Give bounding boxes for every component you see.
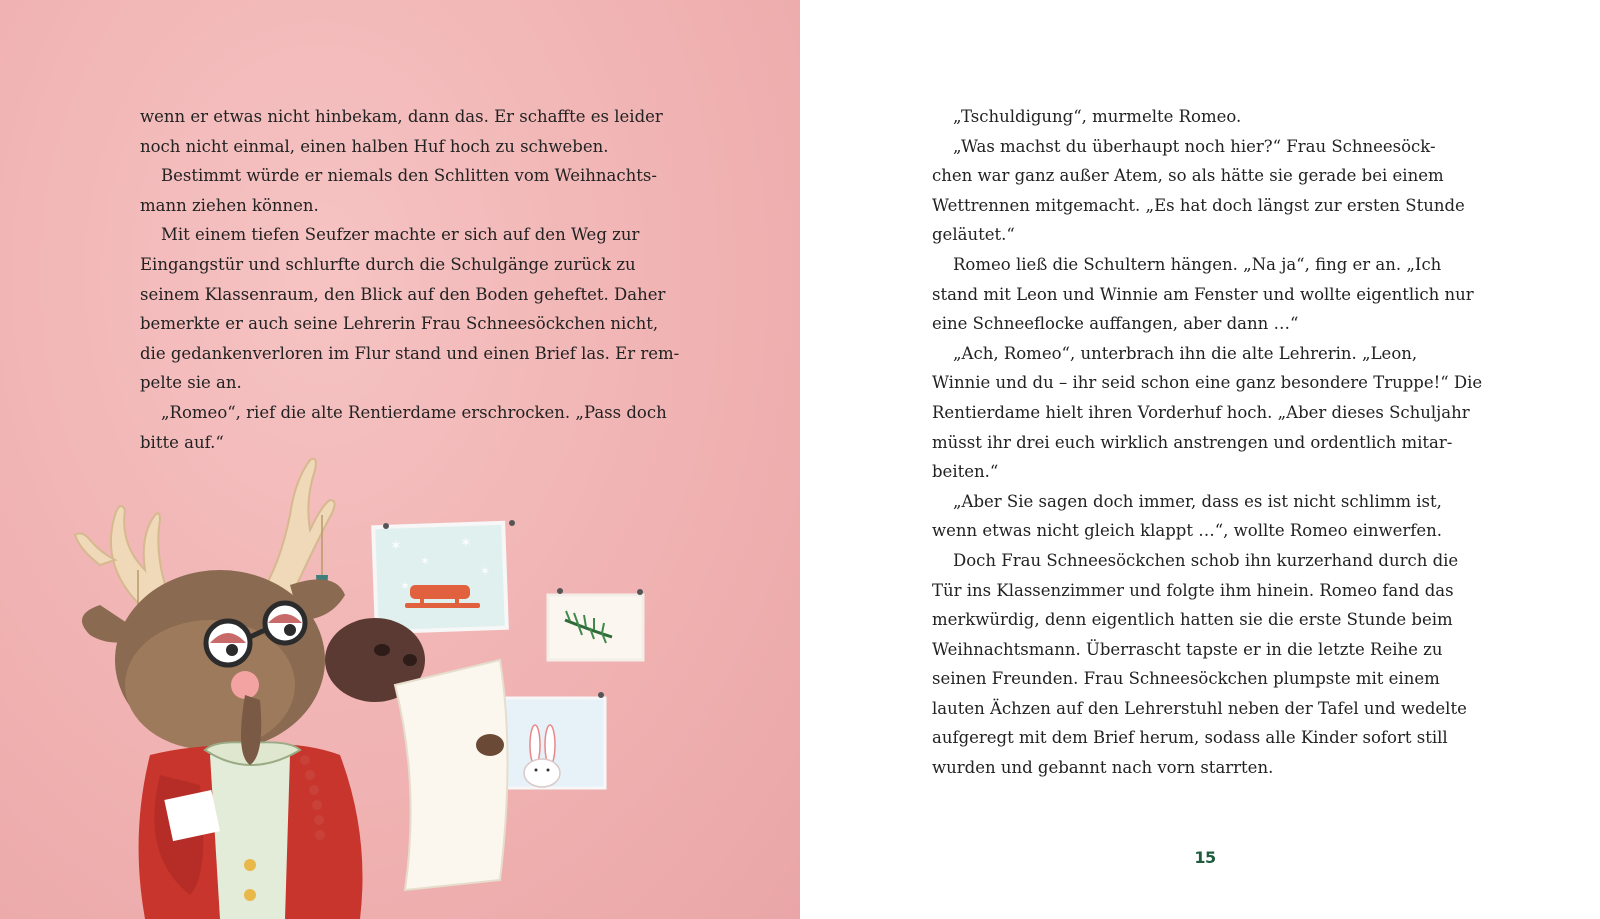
- bunny-picture: [500, 692, 605, 788]
- text-line: Mit einem tiefen Seufzer machte er sich auf den Weg zur: [161, 225, 640, 245]
- text-line: Romeo ließ die Schultern hängen. „Na ja“, fing er an. „Ich: [953, 254, 1442, 274]
- text-line: seinen Freunden. Frau Schneesöckchen plumpste mit einem: [932, 669, 1440, 689]
- text-line: Weihnachtsmann. Überrascht tapste er in die letzte Reihe zu: [932, 639, 1443, 659]
- text-line: „Ach, Romeo“, unterbrach ihn die alte Lehrerin. „Leon,: [953, 343, 1418, 363]
- text-line: Bestimmt würde er niemals den Schlitten vom Weihnachts-: [161, 166, 657, 186]
- text-line: Eingangstür und schlurfte durch die Schulgänge zurück zu: [140, 254, 636, 274]
- text-line: geläutet.“: [932, 225, 1015, 245]
- text-line: „Tschuldigung“, murmelte Romeo.: [953, 107, 1242, 126]
- text-line: Winnie und du – ihr seid schon eine ganz besondere Truppe!“ Die: [932, 373, 1483, 393]
- text-line: „Aber Sie sagen doch immer, dass es ist nicht schlimm ist,: [953, 491, 1442, 511]
- text-line: stand mit Leon und Winnie am Fenster und wollte eigentlich nur: [932, 284, 1474, 304]
- right-page-text: [932, 102, 1483, 783]
- text-line: pelte sie an.: [140, 373, 242, 393]
- text-line: „Romeo“, rief die alte Rentierdame erschrocken. „Pass doch: [161, 402, 667, 422]
- svg-text:✶: ✶: [400, 579, 411, 593]
- text-line: bitte auf.“: [140, 432, 224, 452]
- left-page-text: [140, 102, 680, 457]
- reindeer-teacher-illustration: [60, 455, 700, 919]
- text-line: wenn etwas nicht gleich klappt …“, wollte Romeo einwerfen.: [932, 521, 1443, 541]
- right-page: [800, 0, 1600, 919]
- text-line: müsst ihr drei euch wirklich anstrengen und ordentlich mitar-: [932, 432, 1453, 452]
- text-line: seinem Klassenraum, den Blick auf den Boden geheftet. Daher: [140, 284, 666, 304]
- text-line: bemerkte er auch seine Lehrerin Frau Schneesöckchen nicht,: [140, 314, 659, 334]
- page-number: 15: [1194, 848, 1216, 867]
- text-line: Doch Frau Schneesöckchen schob ihn kurzerhand durch die: [953, 550, 1459, 570]
- text-line: „Was machst du überhaupt noch hier?“ Frau Schneesöck-: [953, 136, 1436, 156]
- sled-picture: [373, 520, 515, 632]
- svg-text:✶: ✶: [420, 554, 431, 568]
- text-line: Rentierdame hielt ihren Vorderhuf hoch. „Aber dieses Schuljahr: [932, 402, 1470, 422]
- text-line: noch nicht einmal, einen halben Huf hoch zu schweben.: [140, 136, 609, 156]
- text-line: eine Schneeflocke auffangen, aber dann …“: [932, 314, 1299, 334]
- svg-text:✶: ✶: [460, 535, 472, 551]
- text-line: lauten Ächzen auf den Lehrerstuhl neben der Tafel und wedelte: [932, 698, 1467, 718]
- text-line: wurden und gebannt nach vorn starrten.: [932, 758, 1274, 778]
- fir-branch-picture: [548, 588, 643, 660]
- text-line: beiten.“: [932, 462, 999, 482]
- letter-paper: [395, 660, 508, 890]
- text-line: Tür ins Klassenzimmer und folgte ihm hinein. Romeo fand das: [932, 580, 1454, 600]
- text-line: merkwürdig, denn eigentlich hatten sie die erste Stunde beim: [932, 610, 1453, 630]
- text-line: mann ziehen können.: [140, 195, 319, 215]
- text-line: chen war ganz außer Atem, so als hätte sie gerade bei einem: [932, 166, 1444, 186]
- svg-text:✶: ✶: [390, 538, 402, 554]
- text-line: aufgeregt mit dem Brief herum, sodass alle Kinder sofort still: [932, 728, 1448, 748]
- svg-text:✶: ✶: [480, 564, 491, 578]
- text-line: die gedankenverloren im Flur stand und einen Brief las. Er rem-: [140, 343, 680, 363]
- text-line: wenn er etwas nicht hinbekam, dann das. Er schaffte es leider: [140, 107, 663, 126]
- text-line: Wettrennen mitgemacht. „Es hat doch längst zur ersten Stunde: [932, 195, 1465, 215]
